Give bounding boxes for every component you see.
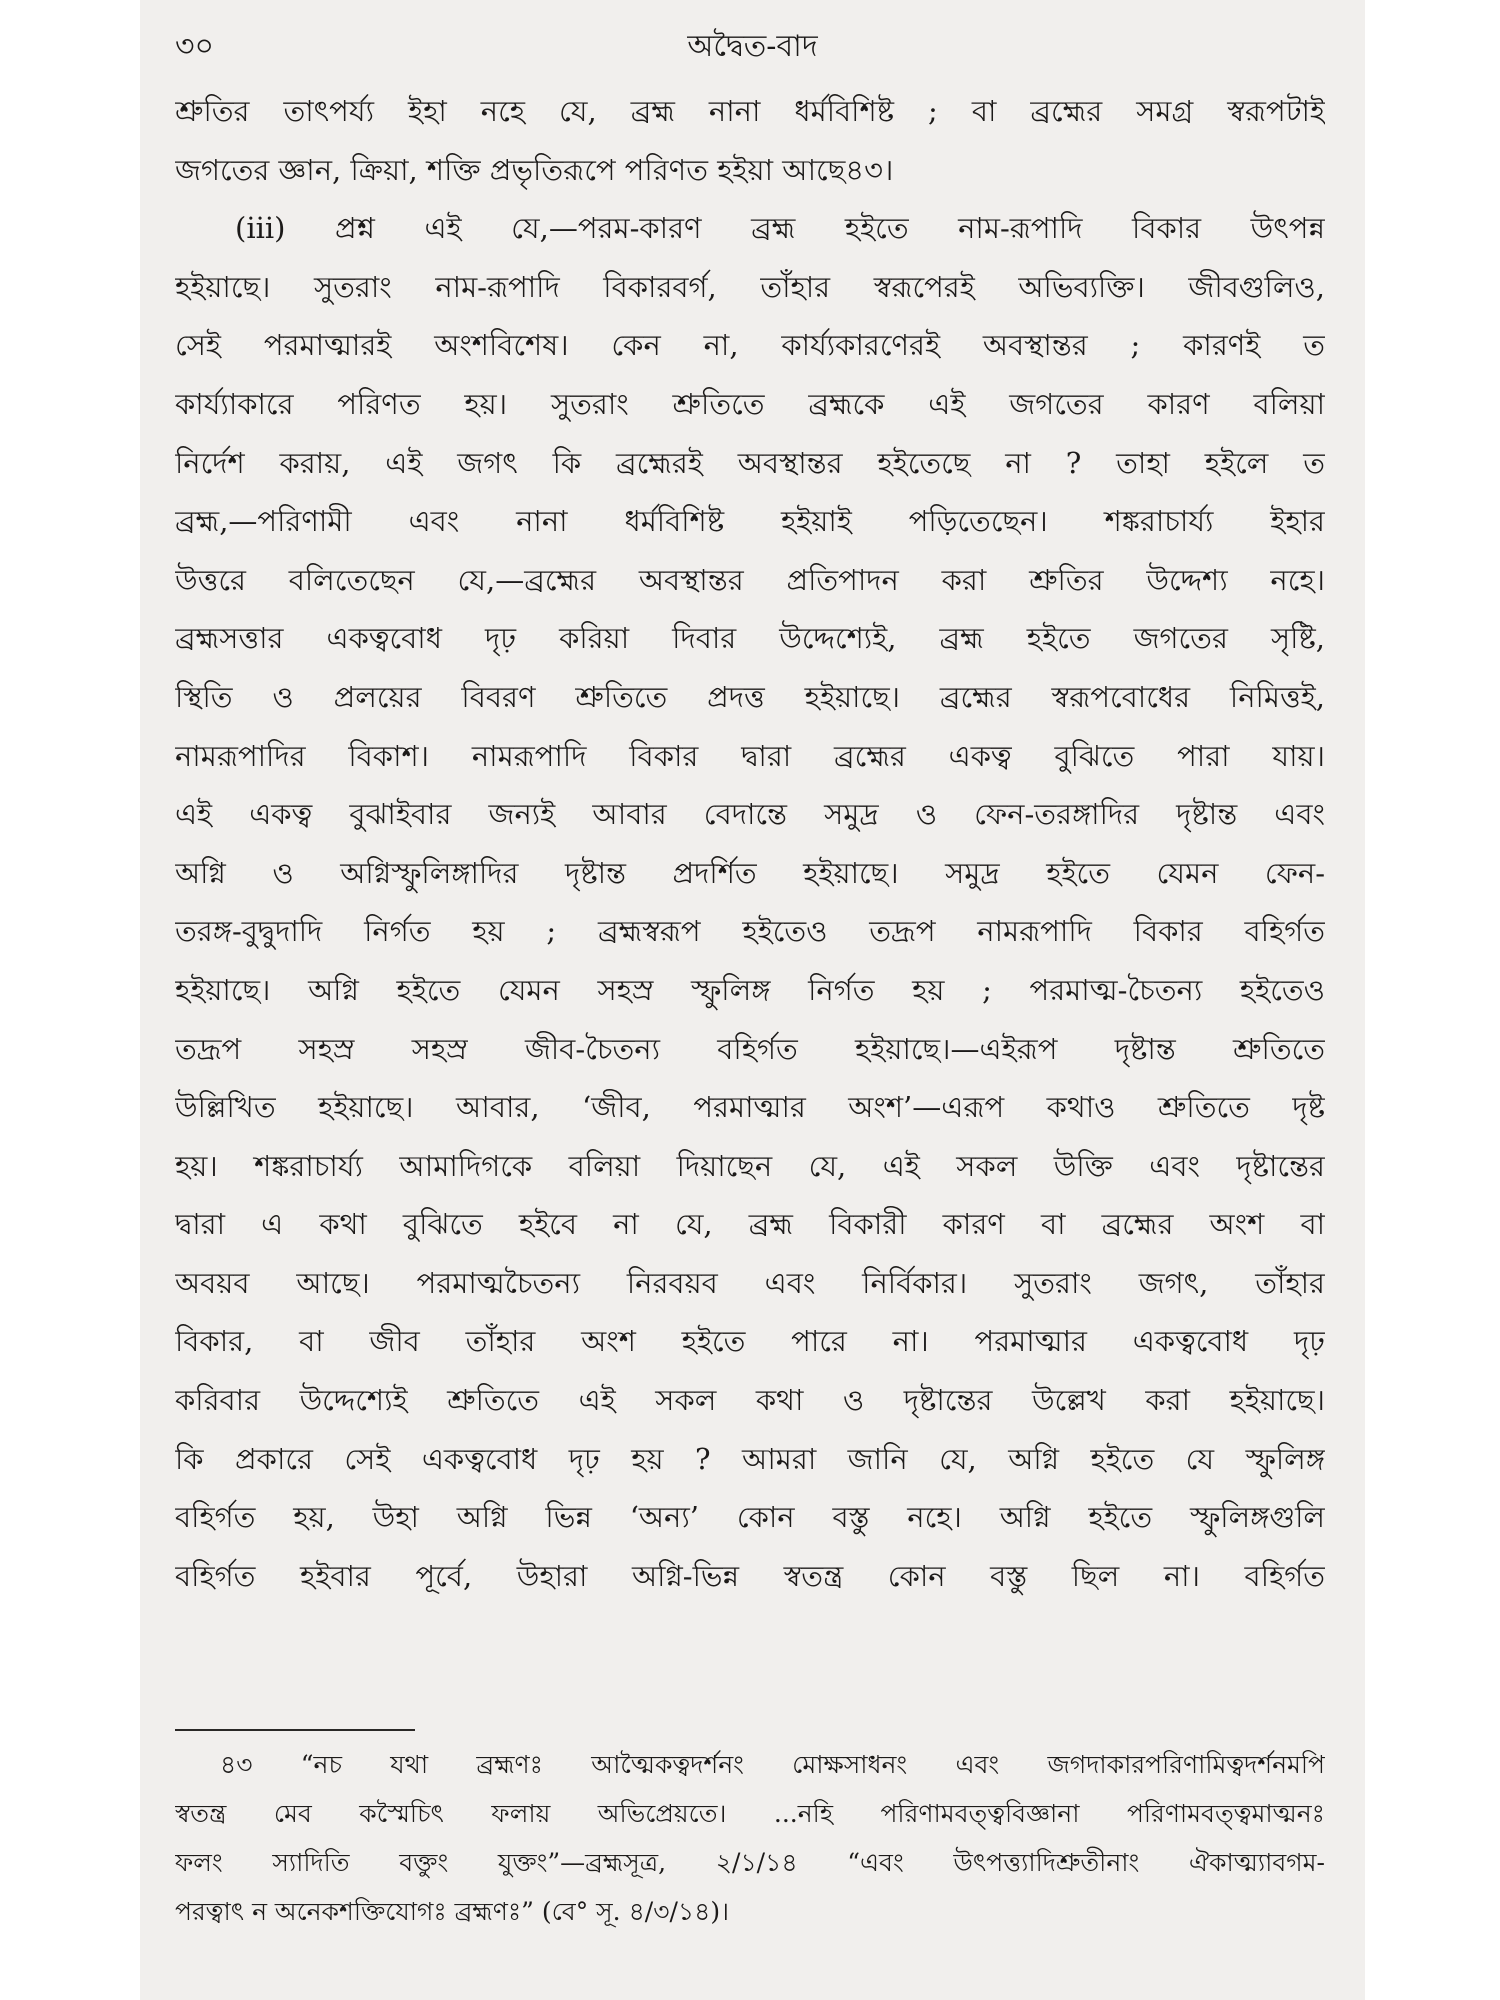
text-line: অগ্নি ও অগ্নিস্ফুলিঙ্গাদির দৃষ্টান্ত প্রদর্শিত হইয়াছে। সমুদ্র হইতে যেমন ফেন- [175, 855, 1325, 890]
text-line: স্থিতি ও প্রলয়ের বিবরণ শ্রুতিতে প্রদত্ত হইয়াছে। ব্রহ্মের স্বরূপবোধের নিমিত্তই, [175, 679, 1325, 714]
text-line: উত্তরে বলিতেছেন যে,—ব্রহ্মের অবস্থান্তর প্রতিপাদন করা শ্রুতির উদ্দেশ্য নহে। [175, 562, 1325, 597]
running-header [175, 22, 1330, 70]
footnote-line: স্বতন্ত্র মেব কস্মৈচিৎ ফলায় অভিপ্রেয়তে। ...নহি পরিণামবত্ত্ববিজ্ঞানা পরিণামবত্ত্বমাত্মনঃ [175, 1799, 1325, 1828]
running-title: অদ্বৈত-বাদ [687, 29, 818, 64]
text-line: উল্লিখিত হইয়াছে। আবার, ‘জীব, পরমাত্মার অংশ’—এরূপ কথাও শ্রুতিতে দৃষ্ট [175, 1090, 1325, 1125]
text-line: হইয়াছে। সুতরাং নাম-রূপাদি বিকারবর্গ, তাঁহার স্বরূপেরই অভিব্যক্তি। জীবগুলিও, [175, 269, 1325, 304]
text-line: নামরূপাদির বিকাশ। নামরূপাদি বিকার দ্বারা ব্রহ্মের একত্ব বুঝিতে পারা যায়। [175, 738, 1325, 773]
text-line: করিবার উদ্দেশ্যেই শ্রুতিতে এই সকল কথা ও দৃষ্টান্তের উল্লেখ করা হইয়াছে। [175, 1383, 1325, 1418]
text-line: (iii) প্রশ্ন এই যে,—পরম-কারণ ব্রহ্ম হইতে নাম-রূপাদি বিকার উৎপন্ন [235, 211, 1325, 246]
text-line: এই একত্ব বুঝাইবার জন্যই আবার বেদান্তে সমুদ্র ও ফেন-তরঙ্গাদির দৃষ্টান্ত এবং [175, 797, 1325, 832]
footnote-line: ৪৩ “নচ যথা ব্রহ্মণঃ আত্মৈকত্বদর্শনং মোক্ষসাধনং এবং জগদাকারপরিণামিত্বদর্শনমপি [220, 1750, 1325, 1779]
text-line: শ্রুতির তাৎপর্য্য ইহা নহে যে, ব্রহ্ম নানা ধর্মবিশিষ্ট ; বা ব্রহ্মের সমগ্র স্বরূপটাই [175, 94, 1325, 128]
text-line: জগতের জ্ঞান, ক্রিয়া, শক্তি প্রভৃতিরূপে পরিণত হইয়া আছে৪৩। [175, 152, 894, 187]
footnote-line: ফলং স্যাদিতি বক্তুং যুক্তং”—ব্রহ্মসূত্র, ২/১/১৪ “এবং উৎপত্ত্যাদিশ্রুতীনাং ঐকাত্ম্যাবগম- [175, 1848, 1325, 1877]
text-line: অবয়ব আছে। পরমাত্মচৈতন্য নিরবয়ব এবং নির্বিকার। সুতরাং জগৎ, তাঁহার [175, 1265, 1325, 1300]
text-line: কার্য্যাকারে পরিণত হয়। সুতরাং শ্রুতিতে ব্রহ্মকে এই জগতের কারণ বলিয়া [175, 386, 1325, 421]
page-number: ৩০ [175, 29, 215, 64]
text-line: বিকার, বা জীব তাঁহার অংশ হইতে পারে না। পরমাত্মার একত্ববোধ দৃঢ় [175, 1324, 1325, 1359]
text-line: তরঙ্গ-বুদ্বুদাদি নির্গত হয় ; ব্রহ্মস্বরূপ হইতেও তদ্রূপ নামরূপাদি বিকার বহির্গত [175, 914, 1325, 949]
text-line: হয়। শঙ্করাচার্য্য আমাদিগকে বলিয়া দিয়াছেন যে, এই সকল উক্তি এবং দৃষ্টান্তের [175, 1148, 1325, 1183]
text-line: হইয়াছে। অগ্নি হইতে যেমন সহস্র স্ফুলিঙ্গ নির্গত হয় ; পরমাত্ম-চৈতন্য হইতেও [175, 972, 1325, 1007]
footnote-line: পরত্বাৎ ন অনেকশক্তিযোগঃ ব্রহ্মণঃ” (বে° সূ. ৪/৩/১৪)। [175, 1897, 730, 1926]
text-line: কি প্রকারে সেই একত্ববোধ দৃঢ় হয় ? আমরা জানি যে, অগ্নি হইতে যে স্ফুলিঙ্গ [175, 1441, 1325, 1476]
text-line: দ্বারা এ কথা বুঝিতে হইবে না যে, ব্রহ্ম বিকারী কারণ বা ব্রহ্মের অংশ বা [175, 1207, 1325, 1242]
text-line: বহির্গত হইবার পূর্বে, উহারা অগ্নি-ভিন্ন স্বতন্ত্র কোন বস্তু ছিল না। বহির্গত [175, 1558, 1325, 1593]
text-line: বহির্গত হয়, উহা অগ্নি ভিন্ন ‘অন্য’ কোন বস্তু নহে। অগ্নি হইতে স্ফুলিঙ্গগুলি [175, 1500, 1325, 1535]
footnote-divider [175, 1729, 415, 1731]
text-line: তদ্রূপ সহস্র সহস্র জীব-চৈতন্য বহির্গত হইয়াছে।—এইরূপ দৃষ্টান্ত শ্রুতিতে [175, 1031, 1325, 1066]
text-line: নির্দেশ করায়, এই জগৎ কি ব্রহ্মেরই অবস্থান্তর হইতেছে না ? তাহা হইলে ত [175, 445, 1325, 480]
text-line: ব্রহ্ম,—পরিণামী এবং নানা ধর্মবিশিষ্ট হইয়াই পড়িতেছেন। শঙ্করাচার্য্য ইহার [175, 504, 1325, 539]
footnotes [175, 1740, 1325, 1936]
text-line: ব্রহ্মসত্তার একত্ববোধ দৃঢ় করিয়া দিবার উদ্দেশ্যেই, ব্রহ্ম হইতে জগতের সৃষ্টি, [175, 621, 1325, 656]
book-page [140, 0, 1365, 2000]
text-line: সেই পরমাত্মারই অংশবিশেষ। কেন না, কার্য্যকারণেরই অবস্থান্তর ; কারণই ত [175, 328, 1325, 363]
body-text [175, 82, 1325, 1605]
